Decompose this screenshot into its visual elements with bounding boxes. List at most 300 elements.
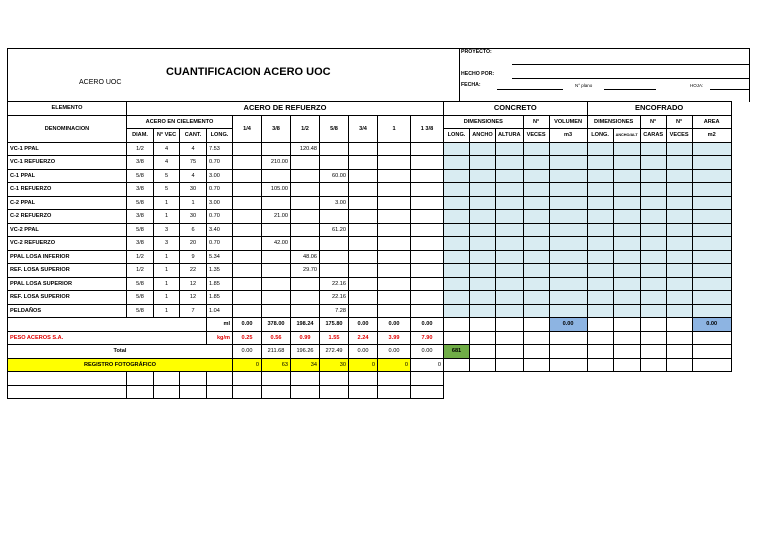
encofrado-cell xyxy=(613,250,640,264)
registro-value: 63 xyxy=(262,358,291,372)
encofrado-n-header: N° xyxy=(640,115,666,129)
table-row xyxy=(8,223,732,237)
row-size-value xyxy=(349,277,378,291)
empty-cell xyxy=(640,318,666,332)
encofrado-header: ENCOFRADO xyxy=(587,102,731,116)
kgm-value: 0.99 xyxy=(291,331,320,345)
row-long: 1.04 xyxy=(207,304,233,318)
concreto-cell xyxy=(549,142,587,156)
concreto-cell xyxy=(444,291,470,305)
encofrado-cell xyxy=(613,237,640,251)
row-name: C-2 REFUERZO xyxy=(8,210,127,224)
size-header-2: 1/2 xyxy=(291,115,320,142)
empty-cell xyxy=(411,385,444,399)
long-header: LONG. xyxy=(207,129,233,143)
encofrado-cell xyxy=(640,210,666,224)
row-size-value xyxy=(349,142,378,156)
kgm-label: kg/m xyxy=(207,331,233,345)
size-header-5: 1 xyxy=(378,115,411,142)
encofrado-cell xyxy=(692,277,731,291)
concreto-cell xyxy=(496,223,524,237)
header-row-1 xyxy=(8,102,732,116)
e-long-header: LONG. xyxy=(587,129,613,143)
encofrado-cell xyxy=(666,183,692,197)
row-size-value xyxy=(349,183,378,197)
encofrado-cell xyxy=(613,196,640,210)
registro-value: 0 xyxy=(233,358,262,372)
empty-cell xyxy=(444,372,732,386)
ml-row-blank xyxy=(8,318,207,332)
row-long: 0.70 xyxy=(207,156,233,170)
row-size-value xyxy=(262,169,291,183)
table-row xyxy=(8,142,732,156)
row-size-value xyxy=(262,277,291,291)
row-size-value xyxy=(411,237,444,251)
encofrado-cell xyxy=(666,304,692,318)
empty-cell xyxy=(587,331,613,345)
empty-cell xyxy=(378,385,411,399)
table-row xyxy=(8,304,732,318)
empty-cell xyxy=(496,331,524,345)
registro-row xyxy=(8,358,732,372)
total-value: 0.00 xyxy=(233,345,262,359)
registro-value: 0 xyxy=(349,358,378,372)
ml-value: 0.00 xyxy=(349,318,378,332)
total-value: 0.00 xyxy=(378,345,411,359)
row-size-value xyxy=(411,196,444,210)
row-size-value xyxy=(262,291,291,305)
c-long-header: LONG. xyxy=(444,129,470,143)
c-altura-header: ALTURA xyxy=(496,129,524,143)
row-size-value: 29.70 xyxy=(291,264,320,278)
proyecto-line xyxy=(512,64,750,65)
encofrado-cell xyxy=(640,291,666,305)
row-diam: 3/8 xyxy=(127,237,154,251)
concreto-cell xyxy=(549,304,587,318)
acero-cimiento-header: ACERO EN CIELEMENTO xyxy=(127,115,233,129)
size-header-4: 3/4 xyxy=(349,115,378,142)
encofrado-cell xyxy=(640,156,666,170)
page-title: CUANTIFICACION ACERO UOC xyxy=(166,66,331,78)
concreto-cell xyxy=(549,210,587,224)
row-size-value xyxy=(349,169,378,183)
row-vec: 1 xyxy=(154,264,180,278)
concreto-cell xyxy=(470,304,496,318)
row-diam: 1/2 xyxy=(127,264,154,278)
encofrado-cell xyxy=(666,264,692,278)
row-name: VC-2 REFUERZO xyxy=(8,237,127,251)
header-row-2 xyxy=(8,115,732,129)
hoja-line xyxy=(710,89,750,90)
registro-value: 0 xyxy=(378,358,411,372)
empty-cell xyxy=(8,385,127,399)
row-size-value xyxy=(320,250,349,264)
encofrado-cell xyxy=(613,156,640,170)
row-size-value xyxy=(291,196,320,210)
row-cant: 7 xyxy=(180,304,207,318)
encofrado-cell xyxy=(692,304,731,318)
concreto-cell xyxy=(496,250,524,264)
size-header-3: 5/8 xyxy=(320,115,349,142)
row-size-value xyxy=(233,183,262,197)
row-cant: 22 xyxy=(180,264,207,278)
row-cant: 12 xyxy=(180,277,207,291)
encofrado-cell xyxy=(587,304,613,318)
page-subtitle: ACERO UOC xyxy=(79,79,122,86)
concreto-cell xyxy=(470,250,496,264)
row-size-value: 61.20 xyxy=(320,223,349,237)
header-block xyxy=(7,48,750,102)
encofrado-cell xyxy=(666,169,692,183)
encofrado-cell xyxy=(640,183,666,197)
table-row xyxy=(8,196,732,210)
m2-header: m2 xyxy=(692,129,731,143)
concreto-n-header: N° xyxy=(523,115,549,129)
total-row xyxy=(8,345,732,359)
empty-cell xyxy=(523,318,549,332)
diam-header: DIAM. xyxy=(127,129,154,143)
row-size-value: 60.00 xyxy=(320,169,349,183)
concreto-cell xyxy=(549,169,587,183)
concreto-cell xyxy=(523,277,549,291)
row-size-value xyxy=(233,142,262,156)
row-size-value xyxy=(411,223,444,237)
concreto-cell xyxy=(549,223,587,237)
concreto-cell xyxy=(444,196,470,210)
hoja-label: HOJA: xyxy=(690,83,704,88)
concreto-cell xyxy=(496,291,524,305)
row-vec: 1 xyxy=(154,210,180,224)
row-size-value xyxy=(411,304,444,318)
row-diam: 5/8 xyxy=(127,196,154,210)
empty-cell xyxy=(207,385,233,399)
row-size-value xyxy=(411,291,444,305)
encofrado-cell xyxy=(587,210,613,224)
hecho-por-label: HECHO POR: xyxy=(461,71,495,77)
row-size-value: 3.00 xyxy=(320,196,349,210)
empty-cell xyxy=(496,358,524,372)
row-diam: 1/2 xyxy=(127,250,154,264)
row-size-value xyxy=(349,264,378,278)
concreto-cell xyxy=(470,142,496,156)
concreto-cell xyxy=(470,237,496,251)
volumen-total: 0.00 xyxy=(549,318,587,332)
concreto-cell xyxy=(444,237,470,251)
acero-refuerzo-header: ACERO DE REFUERZO xyxy=(127,102,444,116)
empty-cell xyxy=(692,358,731,372)
kgm-value: 0.56 xyxy=(262,331,291,345)
ml-label: ml xyxy=(207,318,233,332)
row-long: 3.00 xyxy=(207,169,233,183)
row-size-value: 210.00 xyxy=(262,156,291,170)
plano-line xyxy=(604,89,656,90)
row-size-value xyxy=(349,156,378,170)
encofrado-cell xyxy=(587,237,613,251)
encofrado-cell xyxy=(587,169,613,183)
concreto-cell xyxy=(444,156,470,170)
encofrado-cell xyxy=(640,277,666,291)
encofrado-cell xyxy=(613,277,640,291)
encofrado-cell xyxy=(692,291,731,305)
row-size-value xyxy=(262,304,291,318)
empty-cell xyxy=(320,372,349,386)
row-name: PPAL LOSA SUPERIOR xyxy=(8,277,127,291)
row-size-value xyxy=(320,264,349,278)
concreto-cell xyxy=(496,304,524,318)
empty-cell xyxy=(411,372,444,386)
encofrado-cell xyxy=(640,304,666,318)
c-veces-header: VECES xyxy=(523,129,549,143)
total-value: 0.00 xyxy=(411,345,444,359)
elemento-header: ELEMENTO xyxy=(8,102,127,116)
row-size-value xyxy=(320,156,349,170)
empty-cell xyxy=(207,372,233,386)
encofrado-cell xyxy=(613,291,640,305)
encofrado-cell xyxy=(613,142,640,156)
concreto-cell xyxy=(523,196,549,210)
row-size-value xyxy=(378,304,411,318)
row-long: 0.70 xyxy=(207,210,233,224)
row-size-value xyxy=(291,291,320,305)
m3-header: m3 xyxy=(549,129,587,143)
row-size-value xyxy=(291,169,320,183)
row-name: C-1 REFUERZO xyxy=(8,183,127,197)
concreto-cell xyxy=(470,196,496,210)
empty-cell xyxy=(444,318,470,332)
table-row xyxy=(8,183,732,197)
row-vec: 1 xyxy=(154,304,180,318)
ml-value: 0.00 xyxy=(411,318,444,332)
concreto-cell xyxy=(523,210,549,224)
concreto-cell xyxy=(470,277,496,291)
row-diam: 5/8 xyxy=(127,291,154,305)
ml-value: 175.80 xyxy=(320,318,349,332)
encofrado-cell xyxy=(613,264,640,278)
row-size-value xyxy=(349,196,378,210)
encofrado-cell xyxy=(666,237,692,251)
encofrado-cell xyxy=(587,183,613,197)
concreto-cell xyxy=(470,223,496,237)
empty-cell xyxy=(320,385,349,399)
concreto-cell xyxy=(549,277,587,291)
table-row xyxy=(8,264,732,278)
row-size-value xyxy=(378,250,411,264)
empty-cell xyxy=(587,345,613,359)
row-cant: 20 xyxy=(180,237,207,251)
empty-cell xyxy=(127,385,154,399)
concreto-cell xyxy=(523,304,549,318)
empty-cell xyxy=(692,345,731,359)
empty-cell xyxy=(666,318,692,332)
blank-row xyxy=(8,385,732,399)
row-size-value xyxy=(291,223,320,237)
row-long: 5.34 xyxy=(207,250,233,264)
row-long: 0.70 xyxy=(207,237,233,251)
row-size-value xyxy=(233,264,262,278)
row-size-value xyxy=(233,196,262,210)
empty-cell xyxy=(666,331,692,345)
row-vec: 3 xyxy=(154,223,180,237)
cant-header: CANT. xyxy=(180,129,207,143)
encofrado-cell xyxy=(640,169,666,183)
empty-cell xyxy=(523,331,549,345)
concreto-cell xyxy=(444,223,470,237)
concreto-cell xyxy=(496,277,524,291)
encofrado-cell xyxy=(666,250,692,264)
concreto-cell xyxy=(549,291,587,305)
registro-label: REGISTRO FOTOGRÁFICO xyxy=(8,358,233,372)
concreto-cell xyxy=(523,223,549,237)
encofrado-cell xyxy=(692,237,731,251)
empty-cell xyxy=(613,345,640,359)
empty-cell xyxy=(378,372,411,386)
concreto-cell xyxy=(496,156,524,170)
empty-cell xyxy=(154,385,180,399)
empty-cell xyxy=(154,372,180,386)
empty-cell xyxy=(8,372,127,386)
encofrado-cell xyxy=(666,210,692,224)
empty-cell xyxy=(587,318,613,332)
concreto-cell xyxy=(470,169,496,183)
row-long: 7.53 xyxy=(207,142,233,156)
ml-value: 0.00 xyxy=(378,318,411,332)
concreto-cell xyxy=(523,237,549,251)
empty-cell xyxy=(666,345,692,359)
area-header: AREA xyxy=(692,115,731,129)
denominacion-header: DENOMINACION xyxy=(8,115,127,142)
concreto-cell xyxy=(496,183,524,197)
concreto-cell xyxy=(496,210,524,224)
table-row xyxy=(8,156,732,170)
row-size-value xyxy=(291,183,320,197)
total-value: 0.00 xyxy=(349,345,378,359)
empty-cell xyxy=(640,345,666,359)
row-size-value xyxy=(233,169,262,183)
fecha-label: FECHA: xyxy=(461,82,481,88)
concreto-cell xyxy=(444,169,470,183)
empty-cell xyxy=(180,385,207,399)
encofrado-cell xyxy=(613,210,640,224)
row-size-value xyxy=(378,196,411,210)
concreto-cell xyxy=(523,183,549,197)
concreto-cell xyxy=(470,264,496,278)
encofrado-cell xyxy=(666,291,692,305)
row-size-value xyxy=(378,210,411,224)
kgm-value: 7.90 xyxy=(411,331,444,345)
row-diam: 3/8 xyxy=(127,183,154,197)
data-rows xyxy=(8,142,732,318)
empty-cell xyxy=(549,345,587,359)
row-size-value xyxy=(233,291,262,305)
e-caras-header: CARAS xyxy=(640,129,666,143)
row-size-value xyxy=(349,250,378,264)
row-diam: 5/8 xyxy=(127,169,154,183)
volumen-header: VOLUMEN xyxy=(549,115,587,129)
kgm-value: 3.99 xyxy=(378,331,411,345)
concreto-cell xyxy=(496,264,524,278)
encofrado-cell xyxy=(587,250,613,264)
row-size-value xyxy=(378,169,411,183)
concreto-cell xyxy=(523,169,549,183)
row-size-value xyxy=(233,277,262,291)
row-size-value xyxy=(411,169,444,183)
encofrado-cell xyxy=(640,250,666,264)
encofrado-cell xyxy=(613,304,640,318)
encofrado-cell xyxy=(587,196,613,210)
empty-cell xyxy=(444,385,732,399)
table-row xyxy=(8,277,732,291)
row-name: PPAL LOSA INFERIOR xyxy=(8,250,127,264)
grand-total: 681 xyxy=(444,345,470,359)
registro-value: 0 xyxy=(411,358,444,372)
area-total: 0.00 xyxy=(692,318,731,332)
encofrado-cell xyxy=(692,142,731,156)
row-vec: 4 xyxy=(154,142,180,156)
row-vec: 1 xyxy=(154,277,180,291)
encofrado-cell xyxy=(587,264,613,278)
encofrado-cell xyxy=(666,196,692,210)
empty-cell xyxy=(233,385,262,399)
row-size-value xyxy=(349,304,378,318)
row-size-value: 42.00 xyxy=(262,237,291,251)
row-vec: 5 xyxy=(154,183,180,197)
row-name: PELDAÑOS xyxy=(8,304,127,318)
encofrado-cell xyxy=(613,223,640,237)
encofrado-cell xyxy=(587,277,613,291)
row-size-value xyxy=(291,277,320,291)
concreto-cell xyxy=(444,250,470,264)
peso-label: PESO ACEROS S.A. xyxy=(8,331,207,345)
row-size-value xyxy=(262,196,291,210)
empty-cell xyxy=(613,318,640,332)
encofrado-cell xyxy=(692,169,731,183)
concreto-cell xyxy=(444,264,470,278)
concreto-cell xyxy=(470,210,496,224)
row-cant: 4 xyxy=(180,169,207,183)
empty-cell xyxy=(613,331,640,345)
concreto-cell xyxy=(444,210,470,224)
row-cant: 1 xyxy=(180,196,207,210)
row-size-value xyxy=(233,223,262,237)
row-vec: 5 xyxy=(154,169,180,183)
row-vec: 1 xyxy=(154,291,180,305)
encofrado-cell xyxy=(613,169,640,183)
proyecto-label: PROYECTO: xyxy=(461,49,492,55)
row-size-value xyxy=(411,250,444,264)
row-size-value xyxy=(262,142,291,156)
row-size-value xyxy=(411,210,444,224)
empty-cell xyxy=(692,331,731,345)
row-size-value xyxy=(378,156,411,170)
encofrado-cell xyxy=(692,210,731,224)
concreto-cell xyxy=(444,183,470,197)
encofrado-dimensiones-header: DIMENSIONES xyxy=(587,115,640,129)
row-size-value xyxy=(378,291,411,305)
row-size-value xyxy=(378,142,411,156)
row-diam: 5/8 xyxy=(127,304,154,318)
row-name: VC-1 PPAL xyxy=(8,142,127,156)
total-value: 272.49 xyxy=(320,345,349,359)
ml-value: 0.00 xyxy=(233,318,262,332)
row-size-value: 21.00 xyxy=(262,210,291,224)
empty-cell xyxy=(349,385,378,399)
empty-cell xyxy=(470,318,496,332)
row-long: 0.70 xyxy=(207,183,233,197)
concreto-cell xyxy=(549,250,587,264)
row-cant: 4 xyxy=(180,142,207,156)
encofrado-cell xyxy=(587,223,613,237)
row-size-value xyxy=(291,210,320,224)
